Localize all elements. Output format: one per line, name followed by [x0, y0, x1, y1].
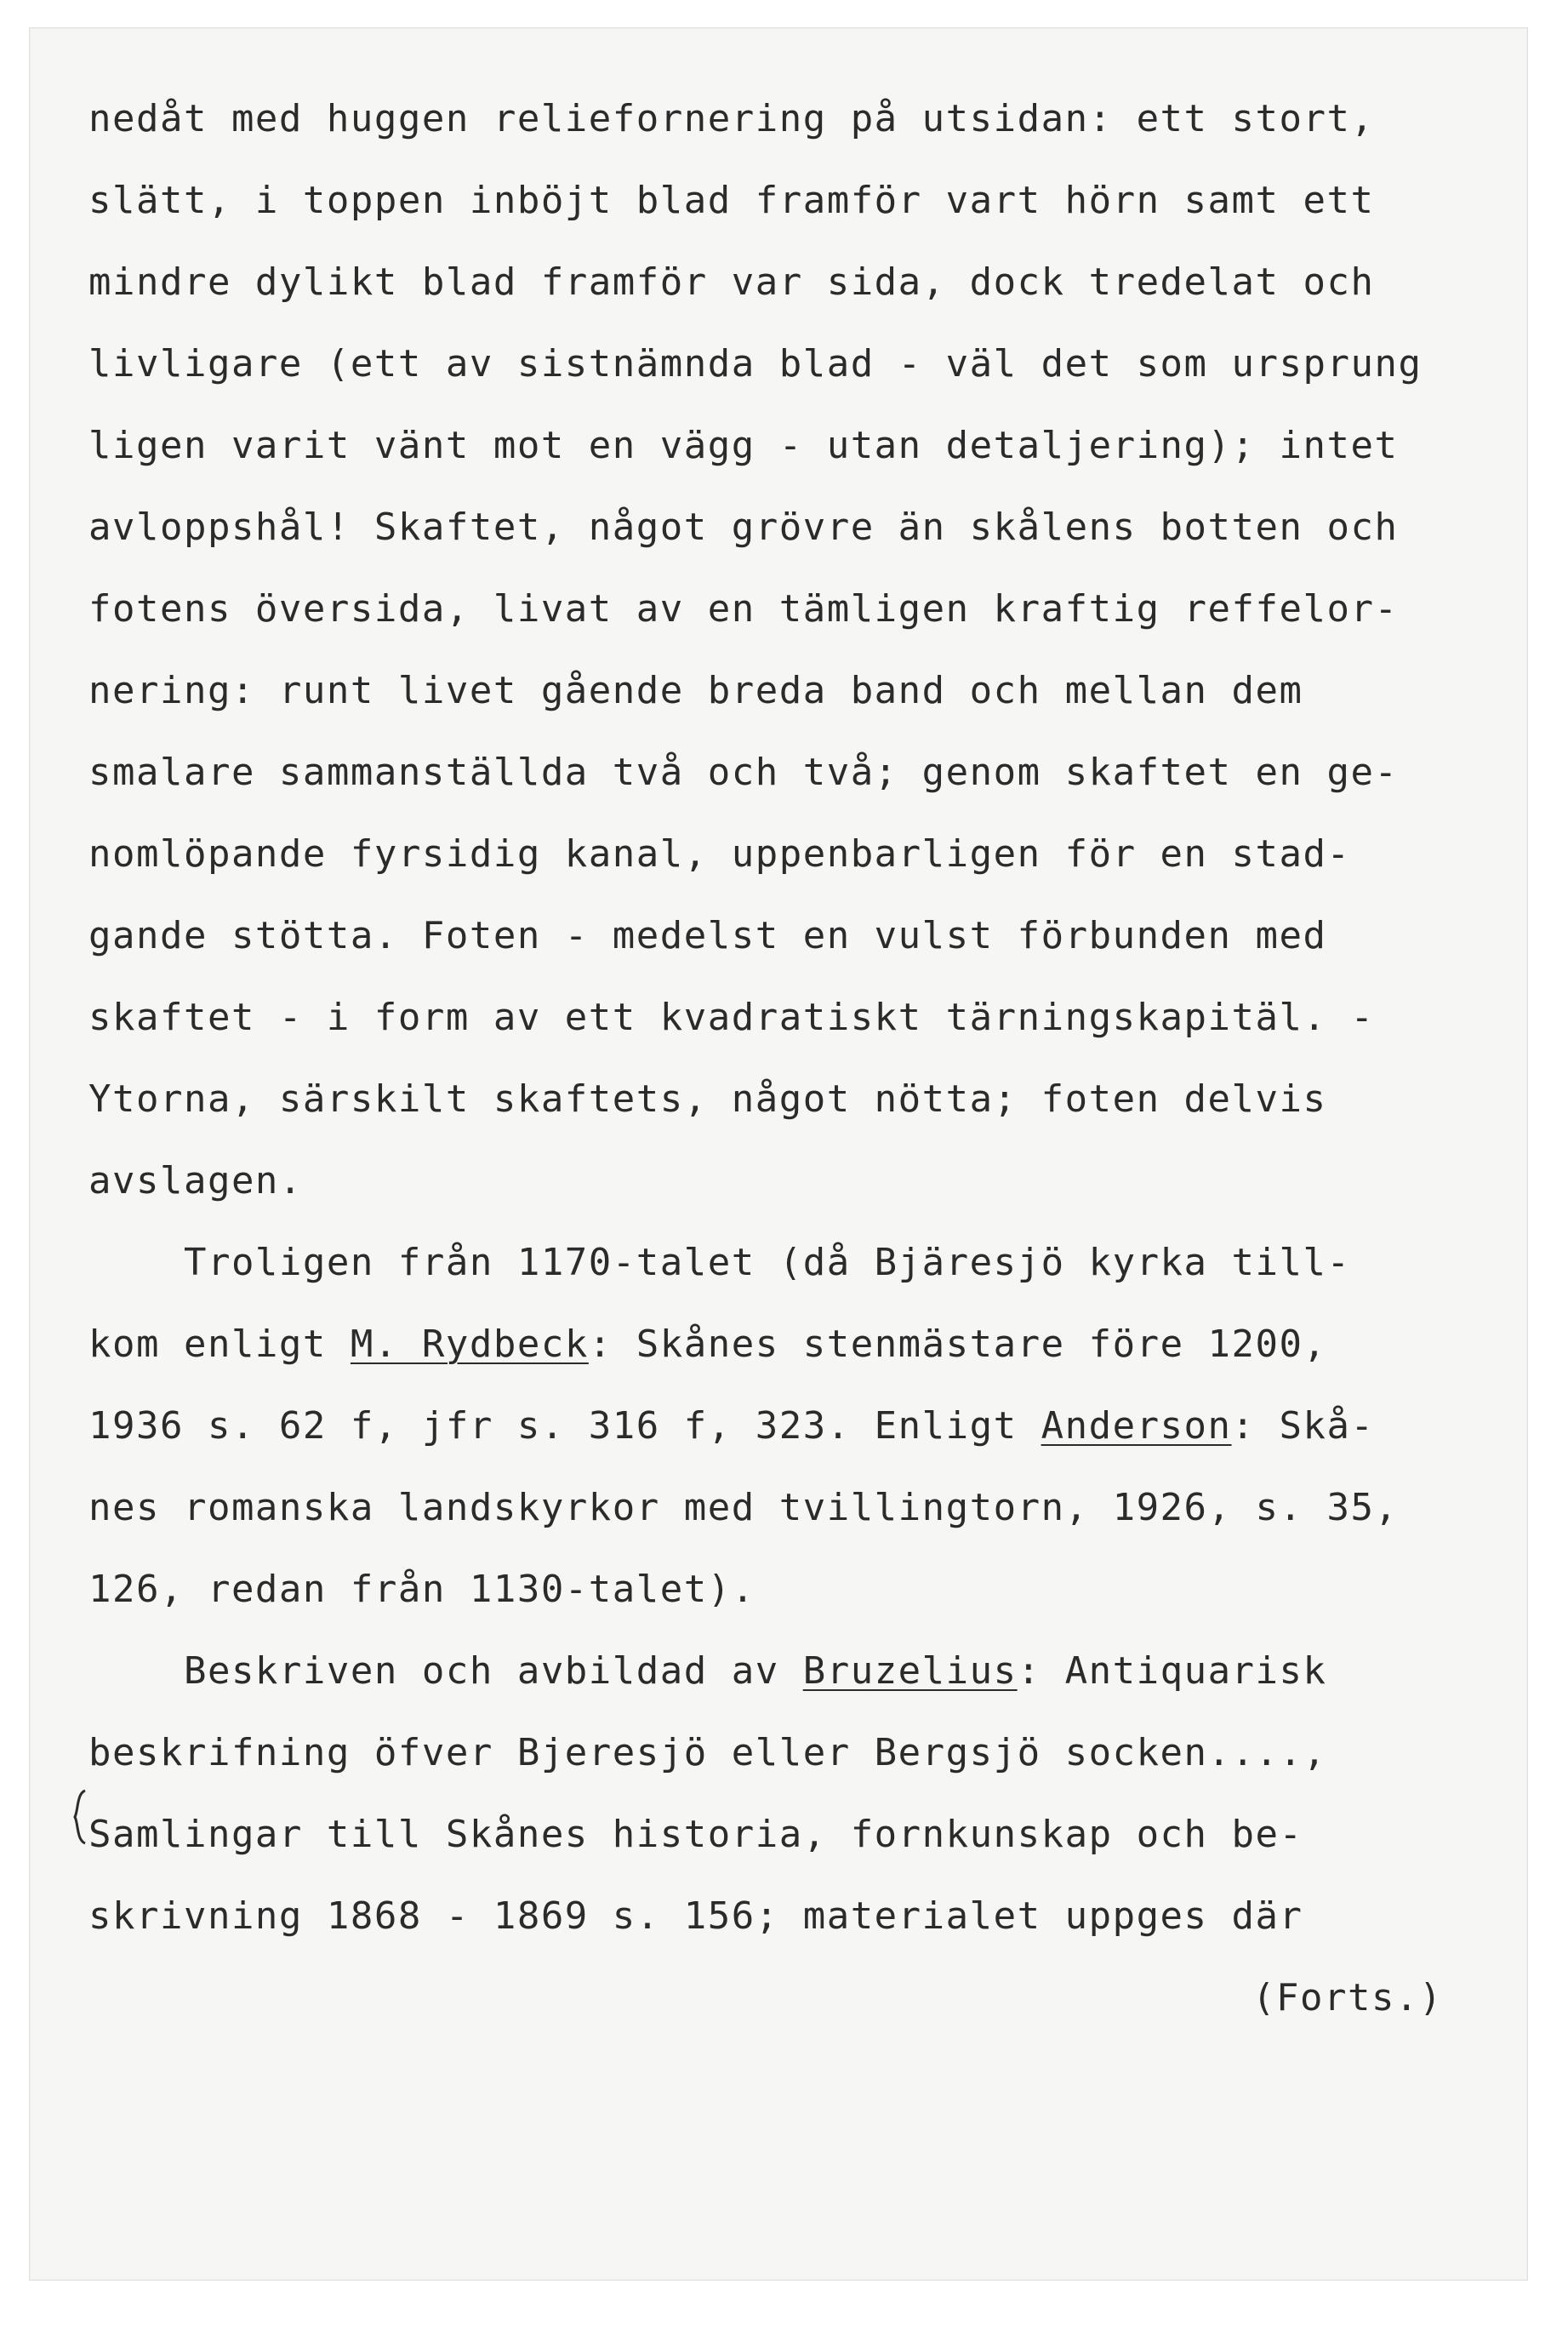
text-run: kom enligt	[88, 1322, 351, 1366]
author-reference: Bruzelius	[802, 1649, 1018, 1693]
text-line: beskrifning öfver Bjeresjö eller Bergsjö socken....,	[88, 1731, 1327, 1774]
text-line: Samlingar till Skånes historia, fornkunskap och be-	[88, 1813, 1303, 1856]
text-line: livligare (ett av sistnämnda blad - väl det som ursprung	[88, 342, 1423, 386]
text-line: skaftet - i form av ett kvadratiskt tärningskapitäl. -	[88, 996, 1375, 1039]
text-line: slätt, i toppen inböjt blad framför vart hörn samt ett	[88, 179, 1375, 222]
text-run: : Skånes stenmästare före 1200,	[588, 1322, 1327, 1366]
text-run: : Antiquarisk	[1017, 1649, 1327, 1693]
author-reference: Anderson	[1041, 1404, 1232, 1448]
text-line: gande stötta. Foten - medelst en vulst förbunden med	[88, 914, 1327, 957]
text-line: nomlöpande fyrsidig kanal, uppenbarligen för en stad-	[88, 832, 1351, 876]
text-line: nering: runt livet gående breda band och mellan dem	[88, 669, 1303, 712]
text-line: nes romanska landskyrkor med tvillingtorn, 1926, s. 35,	[88, 1486, 1399, 1529]
text-line: mindre dylikt blad framför var sida, dock tredelat och	[88, 260, 1375, 304]
text-run: 1936 s. 62 f, jfr s. 316 f, 323. Enligt	[88, 1404, 1041, 1448]
text-line	[88, 1646, 1327, 1697]
text-line: smalare sammanställda två och två; genom skaftet en ge-	[88, 751, 1399, 794]
text-line: Ytorna, särskilt skaftets, något nötta; foten delvis	[88, 1077, 1327, 1121]
text-run: : Skå-	[1231, 1404, 1375, 1448]
author-reference: M. Rydbeck	[350, 1322, 589, 1366]
text-line	[88, 1401, 1374, 1452]
text-line: avslagen.	[88, 1159, 303, 1202]
text-line: ligen varit vänt mot en vägg - utan detaljering); intet	[88, 424, 1399, 467]
handwritten-bracket-mark	[71, 1787, 88, 1847]
text-line: skrivning 1868 - 1869 s. 156; materialet uppges där	[88, 1894, 1303, 1938]
text-line: 126, redan från 1130-talet).	[88, 1568, 755, 1611]
text-line: Troligen från 1170-talet (då Bjäresjö kyrka till-	[88, 1241, 1351, 1284]
text-line: avloppshål! Skaftet, något grövre än skålens botten och	[88, 506, 1399, 549]
text-line: nedåt med huggen reliefornering på utsidan: ett stort,	[88, 97, 1375, 140]
continuation-note: (Forts.)	[1252, 1976, 1443, 2019]
text-line: fotens översida, livat av en tämligen kraftig reffelor-	[88, 587, 1399, 631]
text-line	[88, 1319, 1327, 1370]
text-run: Beskriven och avbildad av	[88, 1649, 803, 1693]
